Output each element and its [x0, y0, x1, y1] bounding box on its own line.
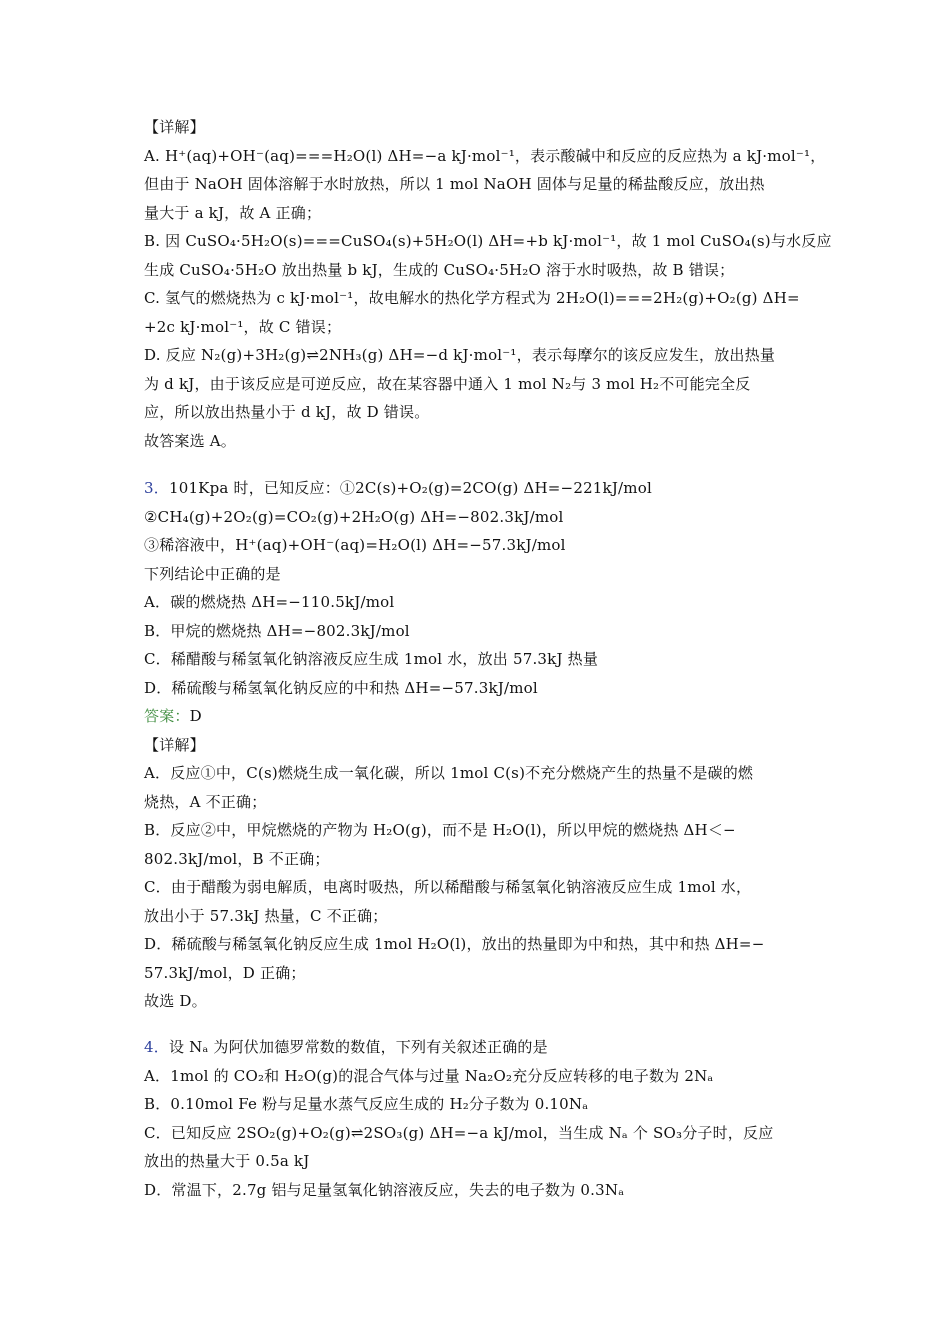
q2-explain-line: D. 反应 N₂(g)+3H₂(g)⇌2NH₃(g) ΔH=−d kJ·mol⁻¹，表示每摩尔的该反应发生，放出热量 — [144, 346, 776, 364]
q4-option-d: D．常温下，2.7g 铝与足量氢氧化钠溶液反应，失去的电子数为 0.3Nₐ — [144, 1180, 625, 1199]
q3-stem-line: ②CH₄(g)+2O₂(g)=CO₂(g)+2H₂O(g) ΔH=−802.3kJ/mol — [144, 507, 564, 526]
q3-option-d: D．稀硫酸与稀氢氧化钠反应的中和热 ΔH=−57.3kJ/mol — [144, 678, 538, 697]
q2-explain-line: B. 因 CuSO₄·5H₂O(s)===CuSO₄(s)+5H₂O(l) ΔH=+b kJ·mol⁻¹，故 1 mol CuSO₄(s)与水反应 — [144, 232, 832, 250]
question-4 — [144, 1033, 824, 1204]
q3-explain-line: B．反应②中，甲烷燃烧的产物为 H₂O(g)，而不是 H₂O(l)，所以甲烷的燃烧热 ΔH＜− — [144, 821, 736, 839]
q3-stem: 3．101Kpa 时，已知反应：①2C(s)+O₂(g)=2CO(g) ΔH=−221kJ/mol — [144, 479, 652, 497]
q2-explain-line: C. 氢气的燃烧热为 c kJ·mol⁻¹，故电解水的热化学方程式为 2H₂O(l)===2H₂(g)+O₂(g) ΔH= — [144, 289, 800, 307]
q3-option-a: A．碳的燃烧热 ΔH=−110.5kJ/mol — [144, 593, 395, 611]
q3-explain-heading: 【详解】 — [144, 735, 205, 754]
q3-answer — [144, 702, 824, 731]
q3-explain-line: A．反应①中，C(s)燃烧生成一氧化碳，所以 1mol C(s)不充分燃烧产生的热量不是碳的燃 — [144, 764, 754, 782]
q3-explain-line: 57.3kJ/mol，D 正确； — [144, 963, 306, 982]
q3-stem-line: 下列结论中正确的是 — [144, 564, 281, 583]
q3-stem-line: ③稀溶液中，H⁺(aq)+OH⁻(aq)=H₂O(l) ΔH=−57.3kJ/mol — [144, 536, 566, 554]
q2-explain-line: A. H⁺(aq)+OH⁻(aq)===H₂O(l) ΔH=−a kJ·mol⁻¹，表示酸碱中和反应的反应热为 a kJ·mol⁻¹， — [144, 146, 826, 165]
q4-option-c-cont: 放出的热量大于 0.5a kJ — [144, 1152, 310, 1170]
q3-explain-line: 烧热，A 不正确； — [144, 792, 267, 811]
q4-option-a: A．1mol 的 CO₂和 H₂O(g)的混合气体与过量 Na₂O₂充分反应转移的电子数为 2Nₐ — [144, 1066, 714, 1085]
q2-explain-line: 为 d kJ，由于该反应是可逆反应，故在某容器中通入 1 mol N₂与 3 mol H₂不可能完全反 — [144, 374, 751, 393]
q3-explain-line: 802.3kJ/mol，B 不正确； — [144, 849, 330, 868]
question-3 — [144, 474, 824, 1016]
q2-explain-line: 量大于 a kJ，故 A 正确； — [144, 203, 322, 222]
q3-option-b: B．甲烷的燃烧热 ΔH=−802.3kJ/mol — [144, 621, 410, 640]
q4-option-b: B．0.10mol Fe 粉与足量水蒸气反应生成的 H₂分子数为 0.10Nₐ — [144, 1095, 589, 1113]
q3-option-c: C．稀醋酸与稀氢氧化钠溶液反应生成 1mol 水，放出 57.3kJ 热量 — [144, 650, 599, 668]
q3-explain-line: D．稀硫酸与稀氢氧化钠反应生成 1mol H₂O(l)，放出的热量即为中和热，其中和热 ΔH=− — [144, 935, 765, 953]
q3-number: 3． — [144, 479, 169, 497]
q4-number: 4． — [144, 1038, 169, 1056]
q3-explain-line: 放出小于 57.3kJ 热量，C 不正确； — [144, 906, 388, 925]
q2-explain-line: 但由于 NaOH 固体溶解于水时放热，所以 1 mol NaOH 固体与足量的稀盐酸反应，放出热 — [144, 175, 765, 193]
q4-option-c: C．已知反应 2SO₂(g)+O₂(g)⇌2SO₃(g) ΔH=−a kJ/mol，当生成 Nₐ 个 SO₃分子时，反应 — [144, 1123, 774, 1142]
answer-label: 答案： — [144, 707, 190, 725]
q2-explain-line: +2c kJ·mol⁻¹，故 C 错误； — [144, 317, 342, 336]
answer-value: D — [189, 707, 202, 725]
q2-explain-line: 故答案选 A。 — [144, 431, 237, 450]
q2-explanation — [144, 113, 832, 455]
q4-stem: 4．设 Nₐ 为阿伏加德罗常数的数值，下列有关叙述正确的是 — [144, 1038, 548, 1056]
q3-explain-line: 故选 D。 — [144, 992, 207, 1010]
q3-explain-line: C．由于醋酸为弱电解质，电离时吸热，所以稀醋酸与稀氢氧化钠溶液反应生成 1mol 水， — [144, 878, 752, 896]
q2-explain-line: 生成 CuSO₄·5H₂O 放出热量 b kJ，生成的 CuSO₄·5H₂O 溶于水时吸热，故 B 错误； — [144, 260, 735, 279]
q2-explain-heading: 【详解】 — [144, 118, 205, 136]
q2-explain-line: 应，所以放出热量小于 d kJ，故 D 错误。 — [144, 403, 430, 421]
